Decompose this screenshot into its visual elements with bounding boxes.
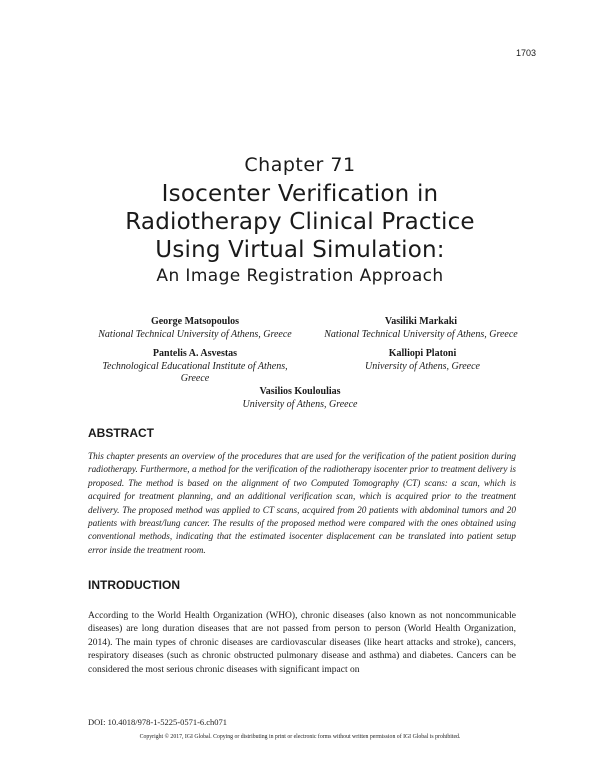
doi-line: DOI: 10.4018/978-1-5225-0571-6.ch071 [88,717,228,727]
author-name: Kalliopi Platoni [388,348,457,359]
author-block [200,386,400,411]
abstract-heading: ABSTRACT [88,426,154,440]
copyright-notice: Copyright © 2017, IGI Global. Copying or distributing in print or electronic forms without written permission of IGI Global is prohibited. [139,734,461,740]
chapter-subtitle: An Image Registration Approach [156,266,444,286]
chapter-label: Chapter 71 [244,154,356,176]
introduction-heading: INTRODUCTION [88,578,180,592]
author-block [306,316,536,341]
author-affiliation: Technological Educational Institute of Athens, Greece [102,360,288,384]
author-block [100,348,290,386]
chapter-title-line-3: Using Virtual Simulation: [155,237,445,263]
author-block [80,316,310,341]
author-affiliation: University of Athens, Greece [365,360,480,372]
author-name: Vasilios Kouloulias [259,386,341,397]
author-block [330,348,515,373]
author-affiliation: National Technical University of Athens, Greece [324,328,518,340]
author-name: Vasiliki Markaki [384,316,458,327]
introduction-text: According to the World Health Organization (WHO), chronic diseases (also known as not noncommunicable diseases) are long duration diseases that are not passed from person to person (World Health Organization, 2014). The main types of chronic diseases are cardiovascular diseases (like heart attacks and stroke), cancers, respiratory diseases (such as chronic obstructed pulmonary disease and asthma) and diabetes. Cancers can be considered the most serious chronic diseases with significant impact on [88,611,516,675]
chapter-title-line-1: Isocenter Verification in [161,181,439,207]
author-name: George Matsopoulos [150,316,240,327]
author-name: Pantelis A. Asvestas [152,348,238,359]
chapter-title-line-2: Radiotherapy Clinical Practice [125,209,475,235]
page-number: 1703 [515,48,536,58]
author-affiliation: National Technical University of Athens, Greece [98,328,292,340]
author-affiliation: University of Athens, Greece [242,398,358,410]
abstract-text: This chapter presents an overview of the procedures that are used for the verification of the patient position during radiotherapy. Furthermore, a method for the verification of the radiotherapy isocenter prior to treatment delivery is proposed. The method is based on the alignment of two Computed Tomography (CT) scans: a scan, which is acquired for treatment planning, and an additional verification scan, which is acquired prior to the treatment delivery. The proposed method was applied to CT scans, acquired from 20 patients with abdominal tumors and 20 patients with breast/lung cancer. The results of the proposed method were compared with the ones obtained using conventional methods, indicating that the estimated isocenter displacement can be translated into patient setup error inside the treatment room. [88,451,516,555]
